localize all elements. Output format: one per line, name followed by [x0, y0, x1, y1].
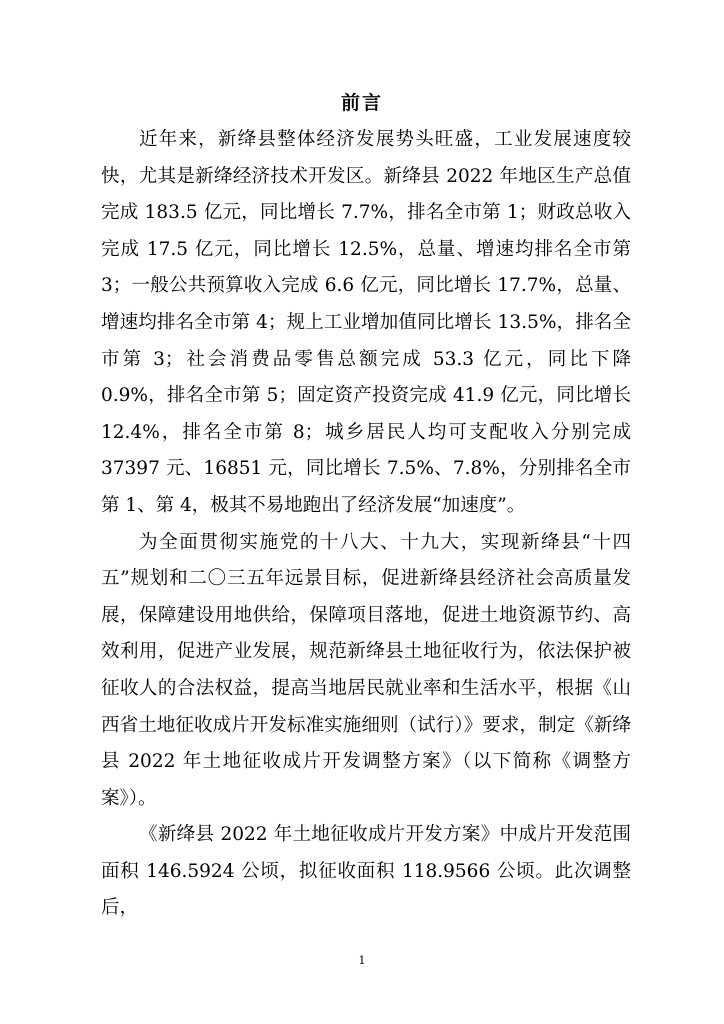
page-number: 1: [358, 954, 366, 967]
document-body: [101, 122, 631, 927]
paragraph-economy: 近年来，新绛县整体经济发展势头旺盛，工业发展速度较快，尤其是新绛经济技术开发区。新绛县 2022 年地区生产总值完成 183.5 亿元，同比增长 7.7%，排名全市第 1；财政总收入完成 17.5 亿元，同比增长 12.5%，总量、增速均排名全市第 3；一般公共预算收入完成 6.6 亿元，同比增长 17.7%，总量、增速均排名全市第 4；规上工业增加值同比增长 13.5%，排名全市第 3；社会消费品零售总额完成 53.3 亿元，同比下降 0.9%，排名全市第 5；固定资产投资完成 41.9 亿元，同比增长 12.4%，排名全市第 8；城乡居民人均可支配收入分别完成 37397 元、16851 元，同比增长 7.5%、7.8%，分别排名全市第 1、第 4，极其不易地跑出了经济发展“加速度”。: [101, 129, 631, 516]
paragraph-purpose: 为全面贯彻实施党的十八大、十九大，实现新绛县“十四五”规划和二〇三五年远景目标，促进新绛县经济社会高质量发展，保障建设用地供给，保障项目落地，促进土地资源节约、高效利用，促进产业发展，规范新绛县土地征收行为，依法保护被征收人的合法权益，提高当地居民就业率和生活水平，根据《山西省土地征收成片开发标准实施细则（试行）》要求，制定《新绛县 2022 年土地征收成片开发调整方案》（以下简称《调整方案》）。: [101, 531, 631, 809]
page-title: 前言: [340, 92, 383, 114]
paragraph-area: 《新绛县 2022 年土地征收成片开发方案》中成片开发范围面积 146.5924 公顷，拟征收面积 118.9566 公顷。此次调整后，: [101, 824, 631, 919]
